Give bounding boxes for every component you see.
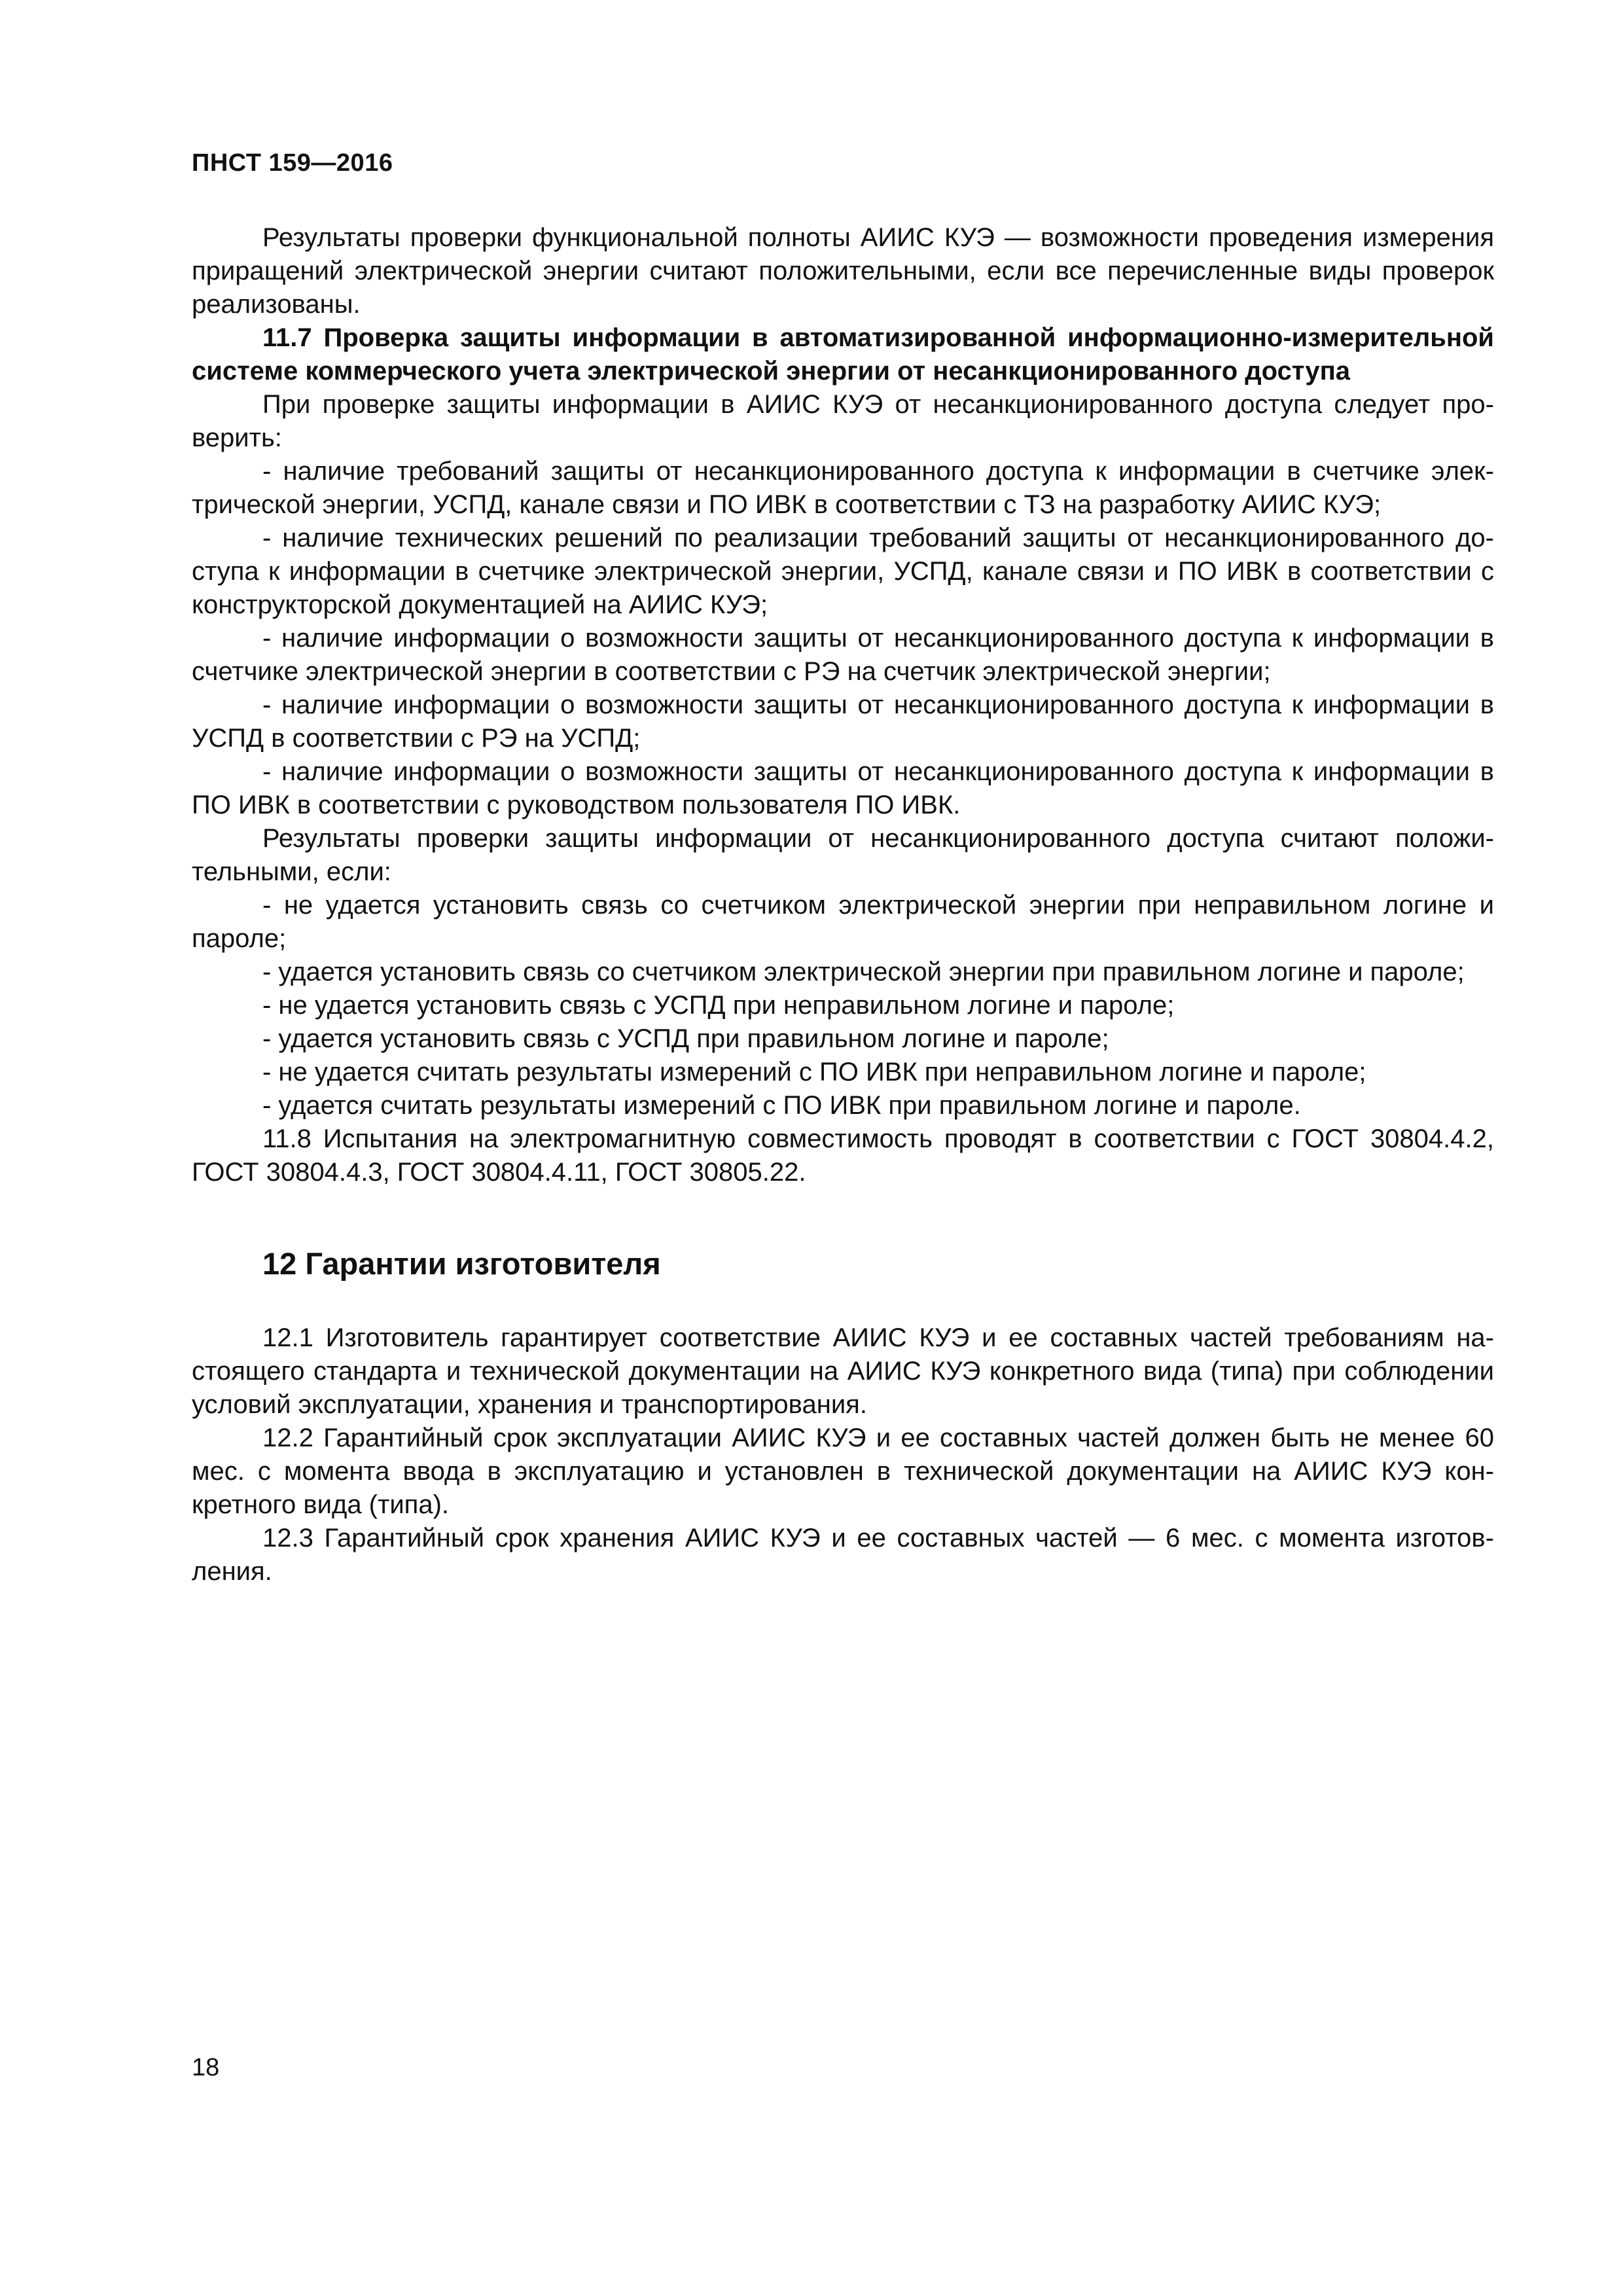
list-item: - удается считать результаты измерений с ПО ИВК при правильном логине и пароле. (262, 1091, 1301, 1120)
subsection-heading-11-7: 11.7 Проверка защиты информации в автоматизированной информационно-измерительной системе коммерческого учета электрической энергии от несанкционированного доступа (192, 323, 1494, 386)
paragraph: При проверке защиты информации в АИИС КУЭ от несанкционированного доступа следует проверить: (192, 390, 1494, 452)
list-item: - наличие информации о возможности защиты от несанкционированного доступа к информации в счетчике электрической энергии в соответствии с РЭ на счетчик электрической энергии; (192, 624, 1494, 686)
section-heading-12: 12 Гарантии изготовителя (262, 1246, 661, 1281)
list-item: - наличие технических решений по реализации требований защиты от несанкционированного доступа к информации в счетчике электрической энергии, УСПД, канале связи и ПО ИВК в соответствии с конструкторской документацией на АИИС КУЭ; (192, 524, 1494, 619)
list-item: - наличие информации о возможности защиты от несанкционированного доступа к информации в УСПД в соответствии с РЭ на УСПД; (192, 691, 1494, 753)
paragraph-12-2: 12.2 Гарантийный срок эксплуатации АИИС КУЭ и ее составных частей должен быть не менее 60 мес. с момента ввода в эксплуатацию и установлен в технической документации на АИИС КУЭ конкретного вида (типа). (192, 1424, 1494, 1519)
paragraph: Результаты проверки функциональной полноты АИИС КУЭ — возможности проведения измерения приращений электрической энергии считают положительными, если все перечисленные виды проверок реализованы. (192, 223, 1494, 319)
paragraph-12-3: 12.3 Гарантийный срок хранения АИИС КУЭ и ее составных частей — 6 мес. с момента изготовления. (192, 1524, 1494, 1586)
paragraph-11-8: 11.8 Испытания на электромагнитную совместимость проводят в соответствии с ГОСТ 30804.4.2, ГОСТ 30804.4.3, ГОСТ 30804.4.11, ГОСТ 30805.22. (192, 1124, 1494, 1187)
section-12-body (192, 1321, 1494, 1588)
list-item: - удается установить связь со счетчиком электрической энергии при правильном логине и пароле; (262, 958, 1465, 986)
paragraph: Результаты проверки защиты информации от несанкционированного доступа считают положительными, если: (192, 824, 1494, 886)
list-item: - наличие требований защиты от несанкционированного доступа к информации в счетчике электрической энергии, УСПД, канале связи и ПО ИВК в соответствии с ТЗ на разработку АИИС КУЭ; (192, 457, 1494, 519)
list-item: - не удается установить связь со счетчиком электрической энергии при неправильном логине и пароле; (192, 891, 1494, 953)
page-number: 18 (192, 2054, 220, 2081)
document-code-header: ПНСТ 159—2016 (192, 149, 393, 177)
paragraph-12-1: 12.1 Изготовитель гарантирует соответствие АИИС КУЭ и ее составных частей требованиям настоящего стандарта и технической документации на АИИС КУЭ конкретного вида (типа) при соблюдении условий эксплуатации, хранения и транспортирования. (192, 1323, 1494, 1419)
list-item: - не удается считать результаты измерений с ПО ИВК при неправильном логине и пароле; (262, 1058, 1366, 1086)
list-item: - наличие информации о возможности защиты от несанкционированного доступа к информации в ПО ИВК в соответствии с руководством пользователя ПО ИВК. (192, 757, 1494, 819)
list-item: - не удается установить связь с УСПД при неправильном логине и пароле; (262, 991, 1175, 1020)
list-item: - удается установить связь с УСПД при правильном логине и пароле; (262, 1024, 1109, 1053)
section-11-tail (192, 221, 1494, 1189)
page-content (192, 221, 1494, 1588)
